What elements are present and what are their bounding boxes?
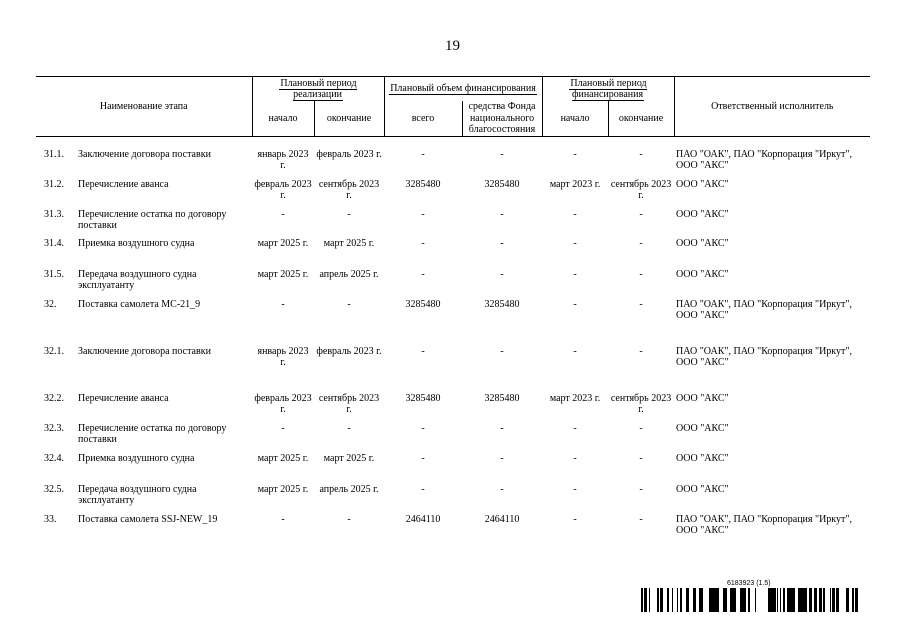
responsible: ООО "АКС" — [676, 237, 729, 249]
total-amount: 3285480 — [405, 298, 441, 310]
table-row — [36, 149, 870, 179]
impl-start: - — [281, 208, 285, 220]
impl-end: - — [347, 513, 351, 525]
fin-start: - — [573, 452, 577, 464]
header-impl-start: начало — [252, 101, 314, 136]
fin-end: - — [639, 148, 643, 160]
fin-start: март 2023 г. — [549, 392, 601, 404]
fin-start: - — [573, 298, 577, 310]
impl-end: март 2025 г. — [323, 237, 375, 249]
responsible: ООО "АКС" — [676, 208, 729, 220]
fin-end: - — [639, 452, 643, 464]
total-amount: 3285480 — [405, 392, 441, 404]
fin-start: - — [573, 148, 577, 160]
total-amount: - — [421, 345, 425, 357]
stage-number: 31.2. — [44, 178, 64, 190]
total-amount: - — [421, 148, 425, 160]
table-row — [36, 209, 870, 238]
table-row — [36, 346, 870, 393]
impl-end: сентябрь 2023 г. — [318, 392, 380, 415]
stage-number: 31.3. — [44, 208, 64, 220]
impl-start: январь 2023 г. — [257, 345, 309, 368]
responsible: ПАО "ОАК", ПАО "Корпорация "Иркут", ООО "АКС" — [676, 345, 852, 368]
impl-start: март 2025 г. — [257, 483, 309, 495]
impl-start: февраль 2023 г. — [254, 392, 312, 415]
fund-amount: - — [500, 483, 504, 495]
responsible: ООО "АКС" — [676, 178, 729, 190]
fin-start: - — [573, 513, 577, 525]
stages-table — [36, 76, 870, 554]
header-responsible: Ответственный исполнитель — [674, 77, 870, 137]
impl-end: февраль 2023 г. — [316, 345, 382, 357]
fin-end: - — [639, 208, 643, 220]
total-amount: - — [421, 268, 425, 280]
fund-amount: 3285480 — [484, 392, 520, 404]
barcode-label: 6183923 (1.5) — [727, 580, 771, 587]
total-amount: 3285480 — [405, 178, 441, 190]
stage-number: 31.4. — [44, 237, 64, 249]
fin-end: - — [639, 483, 643, 495]
responsible: ООО "АКС" — [676, 452, 729, 464]
fund-amount: - — [500, 422, 504, 434]
header-total: всего — [384, 101, 462, 136]
fin-start: - — [573, 483, 577, 495]
stage-name: Поставка самолета МС-21_9 — [78, 298, 201, 310]
fund-amount: - — [500, 268, 504, 280]
impl-start: март 2025 г. — [257, 237, 309, 249]
header-fund: средства Фонда национального благосостояния — [462, 101, 542, 136]
fund-amount: - — [500, 237, 504, 249]
barcode-image — [641, 588, 859, 612]
table-row — [36, 238, 870, 269]
stage-name: Перечисление остатка по договору поставки — [78, 422, 227, 445]
impl-end: сентябрь 2023 г. — [318, 178, 380, 201]
stage-number: 31.1. — [44, 148, 64, 160]
stage-number: 32.4. — [44, 452, 64, 464]
stage-name: Перечисление остатка по договору поставки — [78, 208, 227, 231]
stage-number: 32. — [44, 298, 57, 310]
header-financing-volume: Плановый объем финансирования — [384, 77, 542, 102]
fin-end: - — [639, 298, 643, 310]
total-amount: - — [421, 483, 425, 495]
table-row — [36, 393, 870, 423]
stage-number: 33. — [44, 513, 57, 525]
stage-name: Перечисление аванса — [78, 178, 169, 190]
impl-end: февраль 2023 г. — [316, 148, 382, 160]
page-number: 19 — [445, 38, 460, 54]
stage-name: Заключение договора поставки — [78, 148, 211, 160]
impl-start: февраль 2023 г. — [254, 178, 312, 201]
impl-end: - — [347, 298, 351, 310]
responsible: ПАО "ОАК", ПАО "Корпорация "Иркут", ООО "АКС" — [676, 513, 852, 536]
fin-end: - — [639, 345, 643, 357]
stage-name: Приемка воздушного судна — [78, 452, 195, 464]
impl-start: - — [281, 298, 285, 310]
impl-end: - — [347, 422, 351, 434]
stage-name: Приемка воздушного судна — [78, 237, 195, 249]
total-amount: - — [421, 422, 425, 434]
stage-number: 32.3. — [44, 422, 64, 434]
impl-start: март 2025 г. — [257, 452, 309, 464]
header-implementation-period: Плановый период реализации — [252, 77, 384, 102]
stage-name: Заключение договора поставки — [78, 345, 211, 357]
fin-end: - — [639, 513, 643, 525]
impl-end: апрель 2025 г. — [319, 483, 379, 495]
header-stage-name: Наименование этапа — [36, 77, 252, 137]
table-row — [36, 484, 870, 514]
table-row — [36, 453, 870, 484]
fin-start: - — [573, 237, 577, 249]
fund-amount: 3285480 — [484, 298, 520, 310]
stage-name: Передача воздушного судна эксплуатанту — [78, 483, 197, 506]
responsible: ООО "АКС" — [676, 268, 729, 280]
stage-number: 32.5. — [44, 483, 64, 495]
stage-name: Передача воздушного судна эксплуатанту — [78, 268, 197, 291]
responsible: ПАО "ОАК", ПАО "Корпорация "Иркут", ООО "АКС" — [676, 298, 852, 321]
total-amount: 2464110 — [405, 513, 441, 525]
header-financing-period: Плановый период финансирования — [542, 77, 674, 102]
responsible: ПАО "ОАК", ПАО "Корпорация "Иркут", ООО "АКС" — [676, 148, 852, 171]
fin-start: март 2023 г. — [549, 178, 601, 190]
header-fin-end: окончание — [608, 101, 674, 136]
responsible: ООО "АКС" — [676, 392, 729, 404]
stage-number: 31.5. — [44, 268, 64, 280]
table-row — [36, 299, 870, 346]
table-row — [36, 423, 870, 453]
total-amount: - — [421, 452, 425, 464]
header-fin-start: начало — [542, 101, 608, 136]
stage-number: 32.2. — [44, 392, 64, 404]
stage-name: Перечисление аванса — [78, 392, 169, 404]
impl-start: - — [281, 513, 285, 525]
table-row — [36, 514, 870, 554]
fin-start: - — [573, 208, 577, 220]
fund-amount: - — [500, 208, 504, 220]
fund-amount: 3285480 — [484, 178, 520, 190]
fund-amount: 2464110 — [484, 513, 520, 525]
total-amount: - — [421, 237, 425, 249]
fin-start: - — [573, 268, 577, 280]
fin-start: - — [573, 422, 577, 434]
impl-end: апрель 2025 г. — [319, 268, 379, 280]
impl-start: январь 2023 г. — [257, 148, 309, 171]
fund-amount: - — [500, 452, 504, 464]
fin-end: - — [639, 268, 643, 280]
stage-name: Поставка самолета SSJ-NEW_19 — [78, 513, 218, 525]
fin-end: - — [639, 237, 643, 249]
impl-end: - — [347, 208, 351, 220]
impl-start: - — [281, 422, 285, 434]
stage-number: 32.1. — [44, 345, 64, 357]
fin-end: - — [639, 422, 643, 434]
impl-end: март 2025 г. — [323, 452, 375, 464]
table-row — [36, 269, 870, 299]
header-impl-end: окончание — [314, 101, 384, 136]
fund-amount: - — [500, 345, 504, 357]
total-amount: - — [421, 208, 425, 220]
fin-start: - — [573, 345, 577, 357]
responsible: ООО "АКС" — [676, 483, 729, 495]
table-row — [36, 179, 870, 209]
responsible: ООО "АКС" — [676, 422, 729, 434]
impl-start: март 2025 г. — [257, 268, 309, 280]
fin-end: сентябрь 2023 г. — [610, 178, 672, 201]
fin-end: сентябрь 2023 г. — [610, 392, 672, 415]
fund-amount: - — [500, 148, 504, 160]
